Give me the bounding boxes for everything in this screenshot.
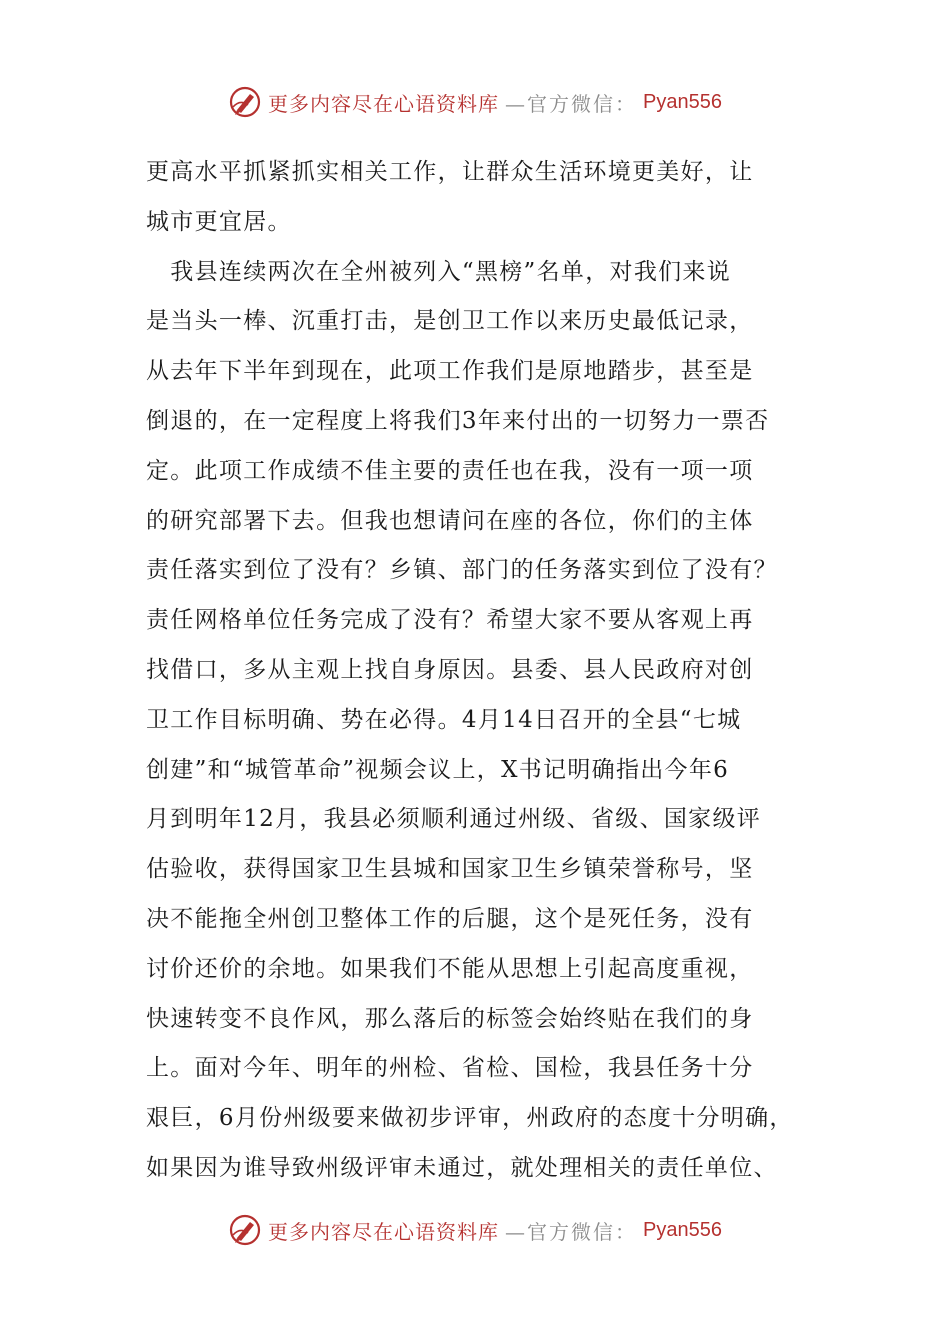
text-line: 是当头一棒、沉重打击，是创卫工作以来历史最低记录， — [146, 308, 754, 335]
document-body — [146, 148, 826, 1194]
banner-wechat-id: Pyan556 — [643, 90, 722, 113]
text-line: 创建”和“城管革命”视频会议上，X书记明确指出今年6 — [146, 756, 730, 783]
text-line: 定。此项工作成绩不佳主要的责任也在我，没有一项一项 — [146, 457, 754, 484]
text-line: 上。面对今年、明年的州检、省检、国检，我县任务十分 — [146, 1055, 754, 1082]
banner-wechat-id: Pyan556 — [643, 1218, 722, 1241]
text-line: 责任网格单位任务完成了没有？希望大家不要从客观上再 — [146, 607, 754, 634]
banner-wechat-label: —官方微信： — [505, 91, 638, 116]
pen-logo-icon — [228, 85, 262, 119]
text-line: 快速转变不良作风，那么落后的标签会始终贴在我们的身 — [146, 1005, 754, 1032]
text-line: 找借口，多从主观上找自身原因。县委、县人民政府对创 — [146, 656, 754, 683]
text-line: 决不能拖全州创卫整体工作的后腿，这个是死任务，没有 — [146, 905, 754, 932]
text-line: 讨价还价的余地。如果我们不能从思想上引起高度重视， — [146, 955, 754, 982]
text-line: 卫工作目标明确、势在必得。4月14日召开的全县“七城 — [146, 706, 742, 733]
footer-banner — [0, 1210, 950, 1250]
text-line: 的研究部署下去。但我也想请问在座的各位，你们的主体 — [146, 507, 754, 534]
text-line: 城市更宜居。 — [146, 208, 292, 235]
text-line: 我县连续两次在全州被列入“黑榜”名单，对我们来说 — [146, 258, 732, 285]
text-line: 估验收，获得国家卫生县城和国家卫生乡镇荣誉称号，坚 — [146, 856, 754, 883]
header-banner — [0, 82, 950, 122]
banner-title: 更多内容尽在心语资料库 — [268, 1219, 500, 1244]
text-line: 责任落实到位了没有？乡镇、部门的任务落实到位了没有？ — [146, 557, 778, 584]
banner-wechat-label: —官方微信： — [505, 1219, 638, 1244]
text-line: 更高水平抓紧抓实相关工作，让群众生活环境更美好，让 — [146, 159, 754, 185]
banner-title: 更多内容尽在心语资料库 — [268, 91, 500, 116]
text-line: 艰巨，6月份州级要来做初步评审，州政府的态度十分明确， — [146, 1105, 794, 1132]
text-line: 月到明年12月，我县必须顺利通过州级、省级、国家级评 — [146, 806, 762, 833]
pen-logo-icon — [228, 1213, 262, 1247]
text-line: 如果因为谁导致州级评审未通过，就处理相关的责任单位、 — [146, 1154, 778, 1181]
text-line: 倒退的，在一定程度上将我们3年来付出的一切努力一票否 — [146, 407, 770, 434]
text-line: 从去年下半年到现在，此项工作我们是原地踏步，甚至是 — [146, 358, 754, 385]
